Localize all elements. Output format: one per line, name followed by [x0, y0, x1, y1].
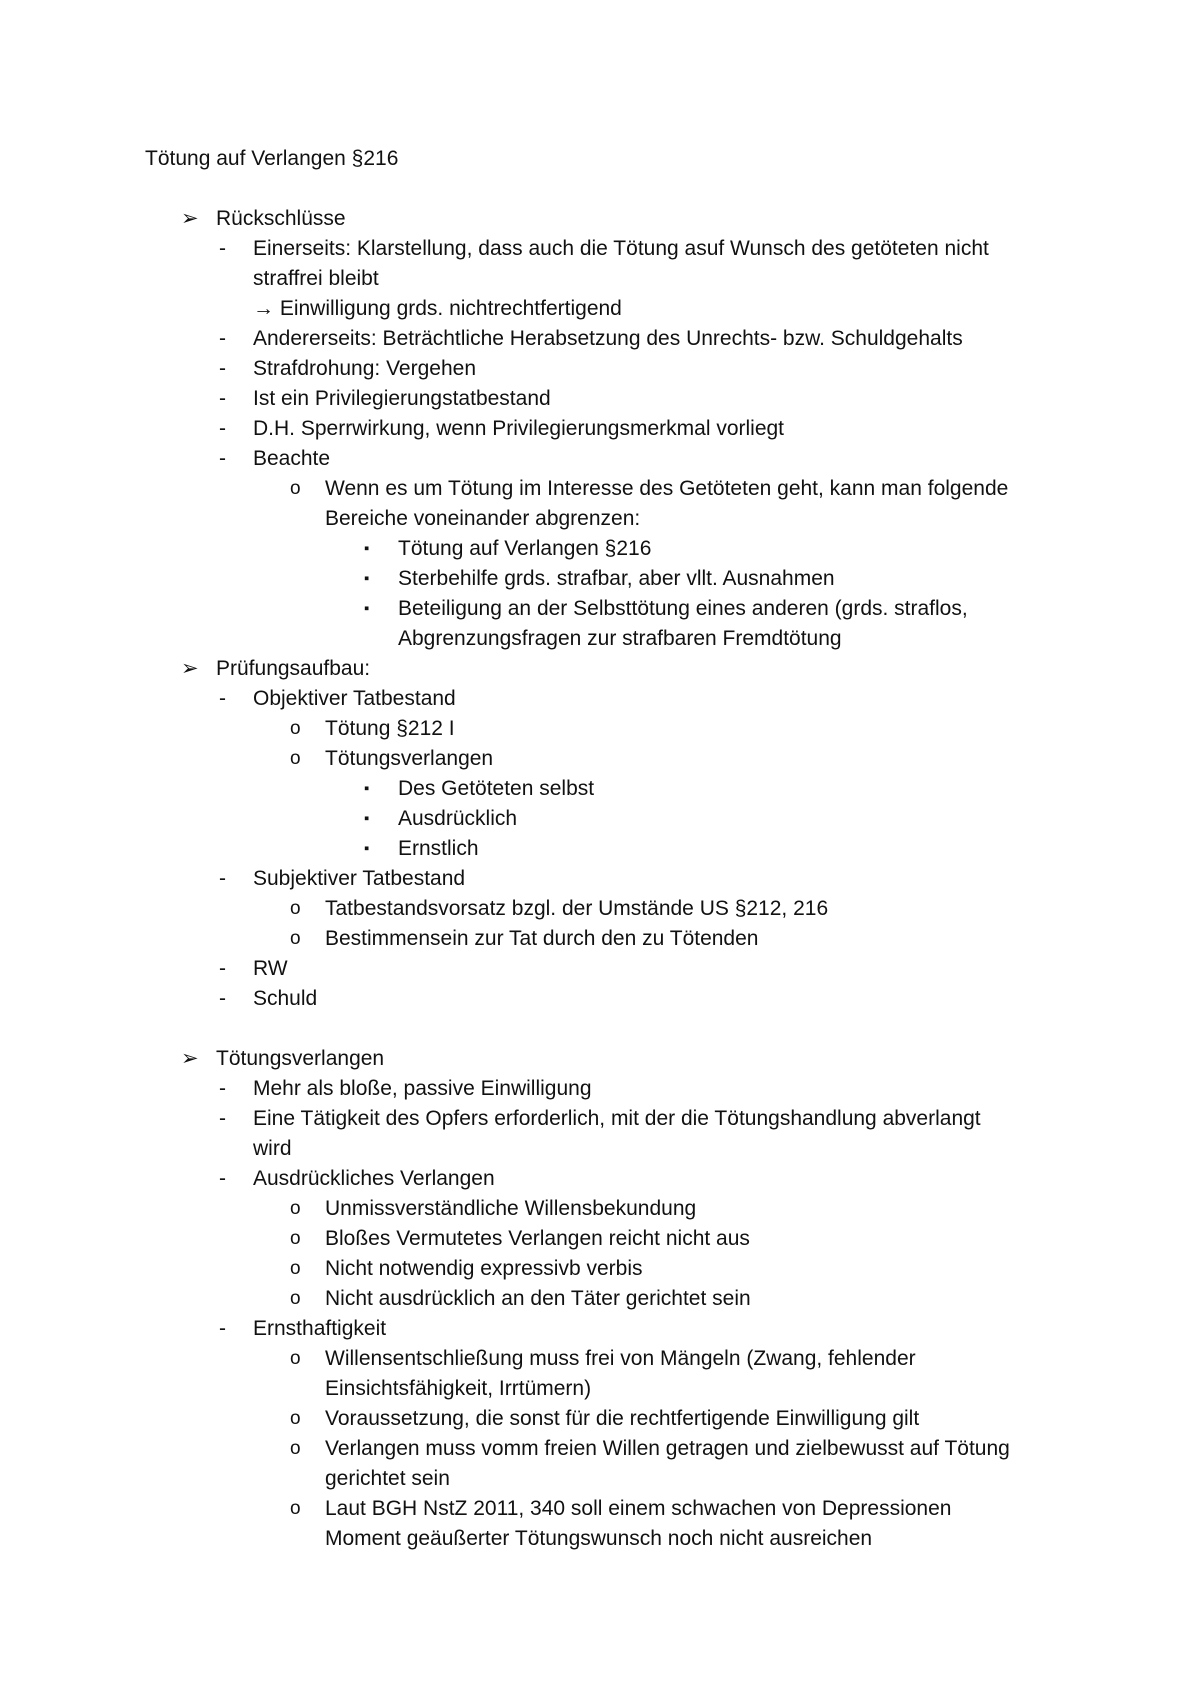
outline-line-text: Prüfungsaufbau:	[216, 657, 371, 680]
outline-line-text: Bereiche voneinander abgrenzen:	[325, 507, 641, 530]
dash-bullet: -	[219, 687, 226, 710]
circle-bullet: o	[290, 748, 301, 769]
outline-line-level-2	[0, 414, 1200, 444]
outline-line-level-3	[0, 924, 1200, 954]
outline-line-level-3	[0, 1194, 1200, 1224]
outline-line-level-1	[0, 204, 1200, 234]
outline-line-text: Andererseits: Beträchtliche Herabsetzung des Unrechts- bzw. Schuldgehalts	[253, 327, 963, 350]
circle-bullet: o	[290, 718, 301, 739]
outline-line-level-2	[0, 684, 1200, 714]
outline-line-level-3	[0, 504, 1200, 534]
outline-line-text: Eine Tätigkeit des Opfers erforderlich, mit der die Tötungshandlung abverlangt	[253, 1107, 981, 1130]
square-bullet-icon: ▪	[364, 570, 370, 587]
outline-line-level-4	[0, 804, 1200, 834]
outline-line-level-2	[0, 1314, 1200, 1344]
outline-line-level-4	[0, 834, 1200, 864]
outline-line-text: gerichtet sein	[325, 1467, 450, 1490]
outline-line-level-3	[0, 1524, 1200, 1554]
outline-line-text: Des Getöteten selbst	[398, 777, 595, 800]
dash-bullet: -	[219, 1077, 226, 1100]
outline-line-text: Moment geäußerter Tötungswunsch noch nicht ausreichen	[325, 1527, 873, 1550]
circle-bullet: o	[290, 1348, 301, 1369]
outline-line-level-3	[0, 894, 1200, 924]
square-bullet-icon: ▪	[364, 810, 370, 827]
square-bullet-icon: ▪	[364, 600, 370, 617]
outline-line-level-4	[0, 534, 1200, 564]
circle-bullet: o	[290, 1288, 301, 1309]
outline-line-text: Mehr als bloße, passive Einwilligung	[253, 1077, 592, 1100]
blank-line	[0, 1014, 1200, 1044]
circle-bullet: o	[290, 1438, 301, 1459]
outline-line-text: → Einwilligung grds. nichtrechtfertigend	[253, 297, 622, 320]
outline-line-text: Strafdrohung: Vergehen	[253, 357, 477, 380]
outline-line-level-3	[0, 1254, 1200, 1284]
outline-line-text: Bloßes Vermutetes Verlangen reicht nicht aus	[325, 1227, 750, 1250]
circle-bullet: o	[290, 478, 301, 499]
dash-bullet: -	[219, 417, 226, 440]
arrow-bullet-icon: ➢	[181, 1047, 199, 1070]
outline-line-text: straffrei bleibt	[253, 267, 379, 290]
outline-line-level-3	[0, 1344, 1200, 1374]
square-bullet-icon: ▪	[364, 780, 370, 797]
outline-line-text: Subjektiver Tatbestand	[253, 867, 466, 890]
outline-line-level-3	[0, 1434, 1200, 1464]
outline-line-level-4	[0, 564, 1200, 594]
outline-line-text: Willensentschließung muss frei von Mängeln (Zwang, fehlender	[325, 1347, 916, 1370]
outline-line-level-1	[0, 654, 1200, 684]
outline-line-level-2	[0, 1074, 1200, 1104]
outline-line-level-2	[0, 294, 1200, 324]
outline-line-text: Unmissverständliche Willensbekundung	[325, 1197, 697, 1220]
square-bullet-icon: ▪	[364, 840, 370, 857]
document-body	[0, 204, 1200, 1554]
outline-line-text: Bestimmensein zur Tat durch den zu Tötenden	[325, 927, 759, 950]
outline-line-level-2	[0, 264, 1200, 294]
outline-line-text: Voraussetzung, die sonst für die rechtfertigende Einwilligung gilt	[325, 1407, 920, 1430]
outline-line-text: Nicht notwendig expressivb verbis	[325, 1257, 643, 1280]
outline-line-level-2	[0, 954, 1200, 984]
outline-line-level-3	[0, 1494, 1200, 1524]
circle-bullet: o	[290, 1498, 301, 1519]
outline-line-level-3	[0, 1284, 1200, 1314]
outline-line-text: Nicht ausdrücklich an den Täter gerichtet sein	[325, 1287, 751, 1310]
outline-line-level-2	[0, 354, 1200, 384]
outline-line-text: D.H. Sperrwirkung, wenn Privilegierungsmerkmal vorliegt	[253, 417, 785, 440]
circle-bullet: o	[290, 898, 301, 919]
outline-line-level-3	[0, 474, 1200, 504]
outline-line-text: wird	[253, 1137, 292, 1160]
outline-line-text: Tatbestandsvorsatz bzgl. der Umstände US §212, 216	[325, 897, 829, 920]
outline-line-level-3	[0, 1404, 1200, 1434]
outline-line-text: Sterbehilfe grds. strafbar, aber vllt. Ausnahmen	[398, 567, 835, 590]
dash-bullet: -	[219, 867, 226, 890]
outline-line-level-2	[0, 1164, 1200, 1194]
dash-bullet: -	[219, 237, 226, 260]
outline-line-text: Ausdrücklich	[398, 807, 518, 830]
page-title: Tötung auf Verlangen §216	[145, 147, 399, 170]
outline-line-level-1	[0, 1044, 1200, 1074]
outline-line-level-3	[0, 1374, 1200, 1404]
circle-bullet: o	[290, 1198, 301, 1219]
outline-line-text: Einsichtsfähigkeit, Irrtümern)	[325, 1377, 592, 1400]
outline-line-text: Rückschlüsse	[216, 207, 346, 230]
outline-line-text: Laut BGH NstZ 2011, 340 soll einem schwachen von Depressionen	[325, 1497, 952, 1520]
outline-line-text: Tötungsverlangen	[325, 747, 494, 770]
outline-line-level-3	[0, 1464, 1200, 1494]
outline-line-level-2	[0, 1104, 1200, 1134]
outline-line-text: Wenn es um Tötung im Interesse des Getöteten geht, kann man folgende	[325, 477, 1009, 500]
circle-bullet: o	[290, 1408, 301, 1429]
outline-line-text: Ausdrückliches Verlangen	[253, 1167, 495, 1190]
arrow-bullet-icon: ➢	[181, 657, 199, 680]
outline-line-level-2	[0, 234, 1200, 264]
dash-bullet: -	[219, 447, 226, 470]
outline-line-text: Tötungsverlangen	[216, 1047, 385, 1070]
dash-bullet: -	[219, 1167, 226, 1190]
outline-line-text: Einerseits: Klarstellung, dass auch die Tötung asuf Wunsch des getöteten nicht	[253, 237, 989, 260]
outline-line-text: Ernstlich	[398, 837, 479, 860]
dash-bullet: -	[219, 957, 226, 980]
outline-line-text: Beachte	[253, 447, 331, 470]
outline-line-level-3	[0, 714, 1200, 744]
circle-bullet: o	[290, 928, 301, 949]
outline-line-text: Abgrenzungsfragen zur strafbaren Fremdtötung	[398, 627, 842, 650]
dash-bullet: -	[219, 1107, 226, 1130]
dash-bullet: -	[219, 1317, 226, 1340]
outline-line-level-2	[0, 444, 1200, 474]
outline-line-text: Tötung §212 I	[325, 717, 455, 740]
dash-bullet: -	[219, 987, 226, 1010]
outline-line-text: Beteiligung an der Selbsttötung eines anderen (grds. straflos,	[398, 597, 968, 620]
outline-line-level-4	[0, 624, 1200, 654]
square-bullet-icon: ▪	[364, 540, 370, 557]
outline-line-text: Verlangen muss vomm freien Willen getragen und zielbewusst auf Tötung	[325, 1437, 1010, 1460]
outline-line-text: Objektiver Tatbestand	[253, 687, 456, 710]
dash-bullet: -	[219, 387, 226, 410]
dash-bullet: -	[219, 357, 226, 380]
outline-line-level-4	[0, 774, 1200, 804]
outline-line-text: Tötung auf Verlangen §216	[398, 537, 652, 560]
outline-line-level-2	[0, 984, 1200, 1014]
outline-line-level-2	[0, 864, 1200, 894]
dash-bullet: -	[219, 327, 226, 350]
outline-line-text: Schuld	[253, 987, 318, 1010]
outline-line-level-2	[0, 1134, 1200, 1164]
outline-line-text: Ernsthaftigkeit	[253, 1317, 387, 1340]
outline-line-text: Ist ein Privilegierungstatbestand	[253, 387, 551, 410]
outline-line-level-3	[0, 1224, 1200, 1254]
circle-bullet: o	[290, 1228, 301, 1249]
outline-line-level-2	[0, 324, 1200, 354]
circle-bullet: o	[290, 1258, 301, 1279]
outline-line-level-3	[0, 744, 1200, 774]
outline-line-level-4	[0, 594, 1200, 624]
outline-line-text: RW	[253, 957, 288, 980]
arrow-bullet-icon: ➢	[181, 207, 199, 230]
outline-line-level-2	[0, 384, 1200, 414]
